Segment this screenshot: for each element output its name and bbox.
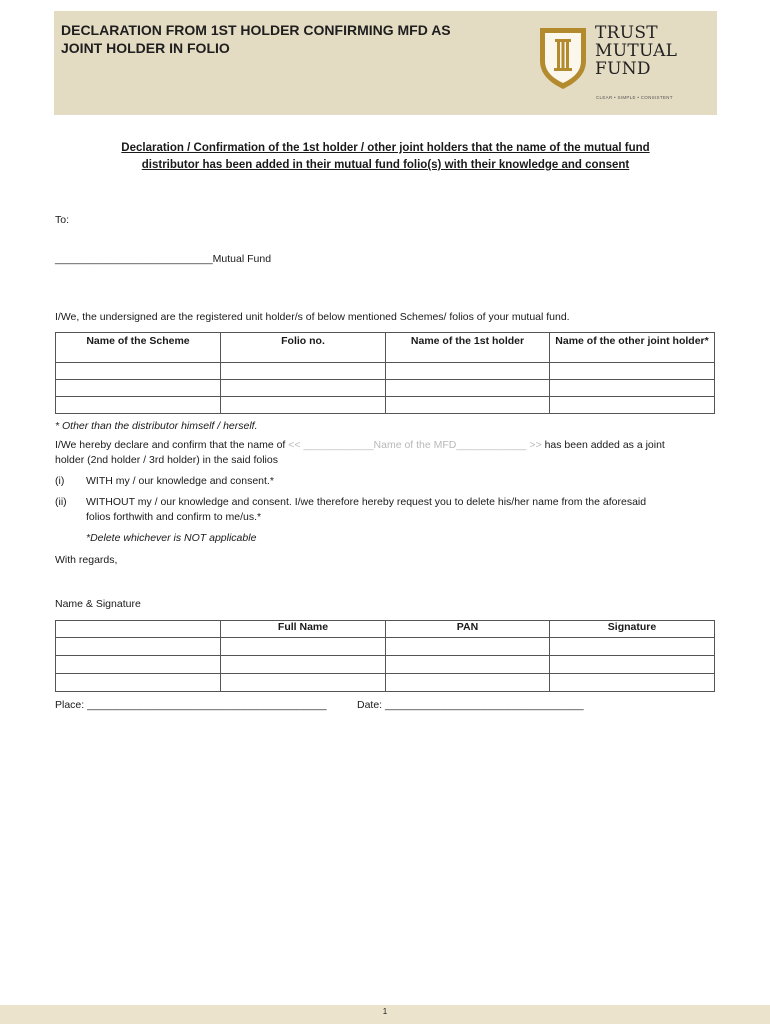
option-ii-text-line1: WITHOUT my / our knowledge and consent. I/we therefore hereby request you to delete his/her name from the aforesaid [86, 496, 647, 508]
footnote: * Other than the distributor himself / herself. [55, 420, 258, 432]
table-cell[interactable] [221, 363, 386, 380]
table-cell[interactable] [56, 363, 221, 380]
place-line [55, 698, 327, 713]
col-header-pan: PAN [386, 621, 550, 638]
table-cell[interactable] [386, 656, 550, 674]
table-cell[interactable] [221, 674, 386, 692]
option-ii-text-line2: folios forthwith and confirm to me/us.* [86, 511, 262, 523]
logo-wordmark [595, 24, 677, 78]
table-cell[interactable] [386, 363, 550, 380]
table-cell[interactable] [56, 656, 221, 674]
scheme-folio-table [55, 332, 715, 414]
table-cell[interactable] [550, 656, 715, 674]
table-row [56, 656, 715, 674]
regards: With regards, [55, 554, 118, 566]
col-header-full-name: Full Name [221, 621, 386, 638]
table-cell[interactable] [386, 397, 550, 414]
table-row [56, 397, 715, 414]
table-cell[interactable] [550, 380, 715, 397]
table-cell[interactable] [550, 363, 715, 380]
mutual-fund-line [55, 252, 271, 267]
table-cell[interactable] [386, 380, 550, 397]
col-header-blank [56, 621, 221, 638]
table-cell[interactable] [221, 638, 386, 656]
col-header-first-holder: Name of the 1st holder [386, 333, 550, 363]
declaration-line1 [55, 438, 665, 453]
table-cell[interactable] [221, 397, 386, 414]
form-title-line2: JOINT HOLDER IN FOLIO [61, 40, 230, 56]
table-cell[interactable] [56, 397, 221, 414]
table-row [56, 380, 715, 397]
declaration-line2: holder (2nd holder / 3rd holder) in the said folios [55, 454, 278, 466]
col-header-joint-holder: Name of the other joint holder* [550, 333, 715, 363]
table-cell[interactable] [56, 674, 221, 692]
date-field[interactable]: __________________________________ [385, 699, 584, 711]
date-label: Date: [357, 699, 383, 711]
trust-mutual-fund-logo [537, 23, 707, 103]
table-cell[interactable] [550, 638, 715, 656]
table-row [56, 674, 715, 692]
undersigned-statement: I/We, the undersigned are the registered unit holder/s of below mentioned Schemes/ folios of your mutual fund. [55, 311, 570, 323]
col-header-scheme: Name of the Scheme [56, 333, 221, 363]
place-field[interactable]: _________________________________________ [87, 699, 327, 711]
option-i-number: (i) [55, 475, 65, 487]
table-row [56, 363, 715, 380]
declaration-heading-line2: distributor has been added in their mutual fund folio(s) with their knowledge and consent [141, 159, 630, 171]
table-header-row [56, 333, 715, 363]
mutual-fund-suffix: Mutual Fund [212, 253, 272, 265]
declaration-part1: I/We hereby declare and confirm that the name of [55, 439, 286, 451]
table-header-row [56, 621, 715, 638]
table-cell[interactable] [221, 380, 386, 397]
mfd-name-field[interactable]: << ____________Name of the MFD____________ >> [288, 439, 542, 451]
mutual-fund-blank[interactable]: ___________________________ [55, 253, 213, 265]
header-banner [54, 11, 717, 115]
logo-tagline: CLEAR • SIMPLE • CONSISTENT [596, 95, 673, 100]
signature-table [55, 620, 715, 692]
form-title [61, 21, 481, 57]
col-header-folio: Folio no. [221, 333, 386, 363]
table-cell[interactable] [56, 638, 221, 656]
declaration-heading [54, 140, 717, 174]
table-cell[interactable] [221, 656, 386, 674]
declaration-heading-line1: Declaration / Confirmation of the 1st holder / other joint holders that the name of the mutual fund [121, 142, 650, 154]
logo-line-2: MUTUAL [595, 41, 678, 61]
delete-note: *Delete whichever is NOT applicable [86, 532, 257, 544]
form-title-line1: DECLARATION FROM 1ST HOLDER CONFIRMING MFD AS [61, 22, 451, 38]
date-line [357, 698, 584, 713]
table-cell[interactable] [550, 397, 715, 414]
table-cell[interactable] [386, 674, 550, 692]
page-number: 1 [382, 1007, 388, 1016]
logo-line-1: TRUST [595, 23, 658, 43]
option-i-text: WITH my / our knowledge and consent.* [86, 475, 274, 487]
to-label: To: [55, 214, 70, 226]
table-cell[interactable] [386, 638, 550, 656]
shield-pillar-icon [537, 25, 589, 91]
col-header-signature: Signature [550, 621, 715, 638]
table-cell[interactable] [56, 380, 221, 397]
declaration-part2: has been added as a joint [544, 439, 665, 451]
table-cell[interactable] [550, 674, 715, 692]
table-row [56, 638, 715, 656]
logo-line-3: FUND [595, 59, 651, 79]
option-ii-number: (ii) [55, 496, 67, 508]
place-label: Place: [55, 699, 85, 711]
signature-section-label: Name & Signature [55, 598, 141, 610]
